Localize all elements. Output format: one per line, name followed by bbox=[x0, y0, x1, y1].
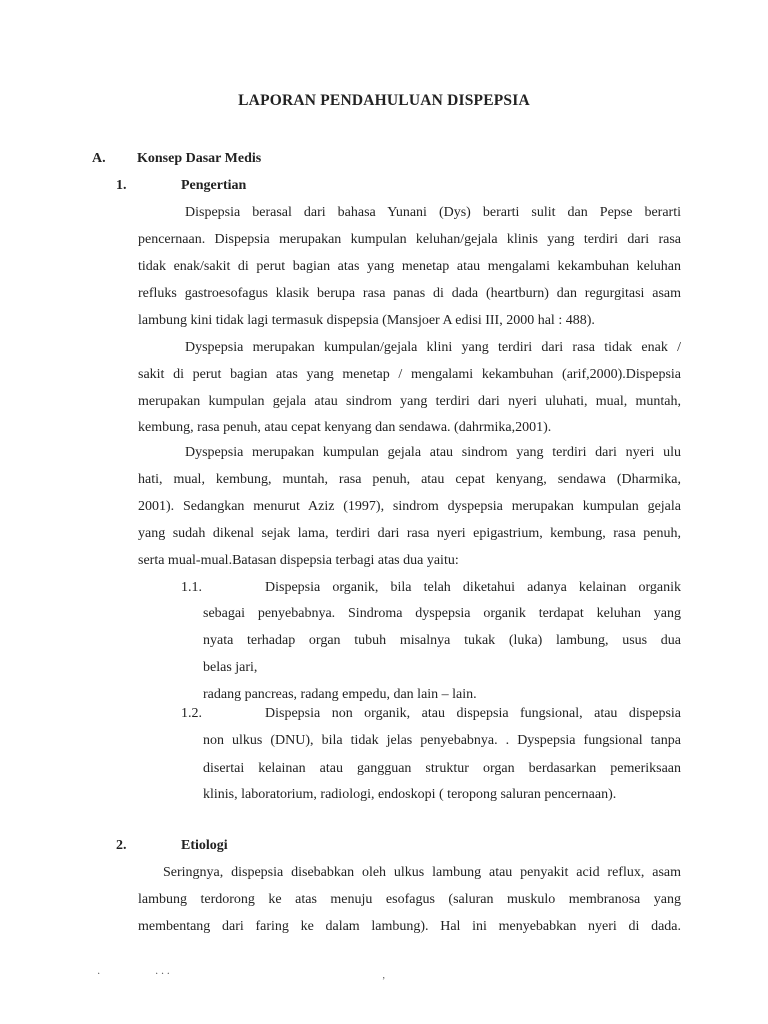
subsection-2-marker: 2. bbox=[116, 838, 127, 853]
list-item-1-1-line: nyata terhadap organ tubuh misalnya tukak (luka) lambung, usus dua bbox=[203, 633, 681, 648]
list-item-1-2-line: klinis, laboratorium, radiologi, endoskopi ( teropong saluran pencernaan). bbox=[203, 787, 617, 802]
list-item-1-1-line: Dispepsia organik, bila telah diketahui adanya kelainan organik bbox=[265, 580, 681, 595]
paragraph-3-line: serta mual-mual.Batasan dispepsia terbagi atas dua yaitu: bbox=[138, 553, 459, 568]
list-item-1-1-line: radang pancreas, radang empedu, dan lain – lain. bbox=[203, 687, 477, 702]
paragraph-2-line: merupakan kumpulan gejala atau sindrom yang terdiri dari nyeri uluhati, mual, muntah, bbox=[138, 394, 681, 409]
paragraph-2-line: Dyspepsia merupakan kumpulan/gejala klini yang terdiri dari rasa tidak enak / bbox=[185, 340, 681, 355]
scan-artifact: ․ bbox=[97, 966, 101, 977]
list-item-1-2-line: non ulkus (DNU), bila tidak jelas penyebabnya. . Dyspepsia fungsional tanpa bbox=[203, 733, 681, 748]
subsection-1-marker: 1. bbox=[116, 178, 127, 193]
paragraph-1-line: pencernaan. Dispepsia merupakan kumpulan keluhan/gejala klinis yang terdiri dari rasa bbox=[138, 232, 681, 247]
list-item-1-2-line: Dispepsia non organik, atau dispepsia fungsional, atau dispepsia bbox=[265, 706, 681, 721]
paragraph-2-line: kembung, rasa penuh, atau cepat kenyang dan sendawa. (dahrmika,2001). bbox=[138, 420, 552, 435]
list-item-1-1-marker: 1.1. bbox=[181, 580, 202, 595]
paragraph-3-line: 2001). Sedangkan menurut Aziz (1997), sindrom dyspepsia merupakan kumpulan gejala bbox=[138, 499, 681, 514]
section-a-title: Konsep Dasar Medis bbox=[137, 151, 262, 166]
paragraph-1-line: tidak enak/sakit di perut bagian atas yang menetap atau mengalami kekambuhan keluhan bbox=[138, 259, 681, 274]
subsection-1-title: Pengertian bbox=[181, 178, 247, 193]
paragraph-4-line: lambung terdorong ke atas menuju esofagus (saluran muskulo membranosa yang bbox=[138, 892, 681, 907]
subsection-2-title: Etiologi bbox=[181, 838, 228, 853]
list-item-1-2-marker: 1.2. bbox=[181, 706, 202, 721]
list-item-1-2-line: disertai kelainan atau gangguan struktur organ berdasarkan pemeriksaan bbox=[203, 761, 681, 776]
paragraph-1-line: refluks gastroesofagus klasik berupa rasa panas di dada (heartburn) dan regurgitasi asam bbox=[138, 286, 681, 301]
paragraph-3-line: hati, mual, kembung, muntah, rasa penuh, atau cepat kenyang, sendawa (Dharmika, bbox=[138, 472, 681, 487]
document-title: LAPORAN PENDAHULUAN DISPEPSIA bbox=[238, 92, 530, 109]
paragraph-3-line: Dyspepsia merupakan kumpulan gejala atau sindrom yang terdiri dari nyeri ulu bbox=[185, 445, 681, 460]
paragraph-2-line: sakit di perut bagian atas yang menetap / mengalami kekambuhan (arif,2000).Dispepsia bbox=[138, 367, 681, 382]
scan-artifact: ‚ bbox=[382, 970, 386, 981]
scan-artifact: ․ ․ ․ bbox=[155, 966, 171, 977]
list-item-1-1-line: sebagai penyebabnya. Sindroma dyspepsia organik terdapat keluhan yang bbox=[203, 606, 681, 621]
paragraph-1-line: Dispepsia berasal dari bahasa Yunani (Dys) berarti sulit dan Pepse berarti bbox=[185, 205, 681, 220]
paragraph-1-line: lambung kini tidak lagi termasuk dispepsia (Mansjoer A edisi III, 2000 hal : 488). bbox=[138, 313, 595, 328]
paragraph-3-line: yang sudah dikenal sejak lama, terdiri dari rasa nyeri epigastrium, kembung, rasa penuh, bbox=[138, 526, 681, 541]
paragraph-4-line: Seringnya, dispepsia disebabkan oleh ulkus lambung atau penyakit acid reflux, asam bbox=[163, 865, 681, 880]
section-a-marker: A. bbox=[92, 151, 106, 166]
list-item-1-1-line: belas jari, bbox=[203, 660, 258, 675]
paragraph-4-line: membentang dari faring ke dalam lambung). Hal ini menyebabkan nyeri di dada. bbox=[138, 919, 681, 934]
